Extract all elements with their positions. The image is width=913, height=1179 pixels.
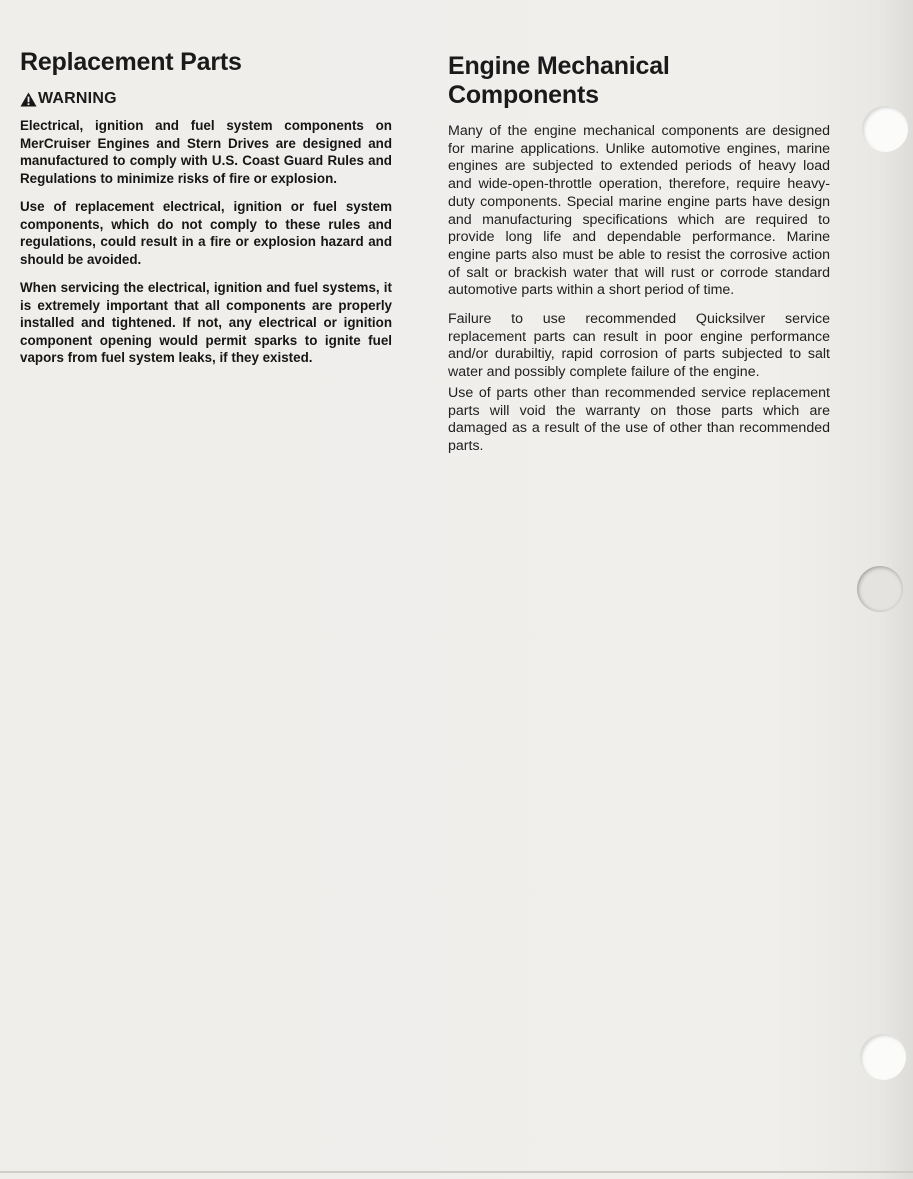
paragraph-warranty: Use of parts other than recommended service replacement parts will void the warranty on those parts which are damaged as a result of the use of other than recommended parts.	[448, 384, 830, 454]
warning-paragraph-servicing: When servicing the electrical, ignition and fuel systems, it is extremely important that all components are properly installed and tightened. If not, any electrical or ignition component opening would permit sparks to ignite fuel vapors from fuel system leaks, if they existed.	[20, 280, 392, 365]
replacement-parts-heading: Replacement Parts	[20, 48, 242, 76]
replacement-parts-section	[20, 47, 392, 367]
warning-paragraph-hazard: Use of replacement electrical, ignition or fuel system components, which do not comply to these rules and regulations, could result in a fire or explosion hazard and should be avoided.	[20, 199, 392, 267]
page-bottom-edge	[0, 1171, 913, 1173]
binder-punch-hole-middle	[857, 566, 903, 612]
heading-line-2: Components	[448, 81, 599, 109]
paragraph-marine-components: Many of the engine mechanical components are designed for marine applications. Unlike automotive engines, marine engines are subjected to extended periods of heavy load and wide-open-throttle operation, therefore, require heavy-duty components. Special marine engine parts have design and manufacturing specifications which are required to provide long life and dependable performance. Marine engine parts also must be able to resist the corrosive action of salt or brackish water that will rust or corrode standard automotive parts within a short period of time.	[448, 123, 830, 299]
binder-punch-hole-top	[862, 106, 908, 152]
paragraph-quicksilver-failure: Failure to use recommended Quicksilver service replacement parts can result in poor engine performance and/or durabiltiy, rapid corrosion of parts subjected to salt water and possibly complete failure of the engine.	[448, 311, 830, 381]
warning-paragraph-compliance: Electrical, ignition and fuel system components on MerCruiser Engines and Stern Drives are designed and manufactured to comply with U.S. Coast Guard Rules and Regulations to minimize risks of fire or explosion.	[20, 118, 392, 186]
heading-line-1: Engine Mechanical	[448, 52, 670, 80]
binder-punch-hole-bottom	[860, 1034, 906, 1080]
warning-text: WARNING	[38, 90, 117, 107]
warning-triangle-icon	[20, 92, 37, 107]
engine-mechanical-section	[448, 52, 830, 456]
warning-label	[20, 90, 392, 108]
engine-mechanical-heading	[448, 52, 830, 110]
